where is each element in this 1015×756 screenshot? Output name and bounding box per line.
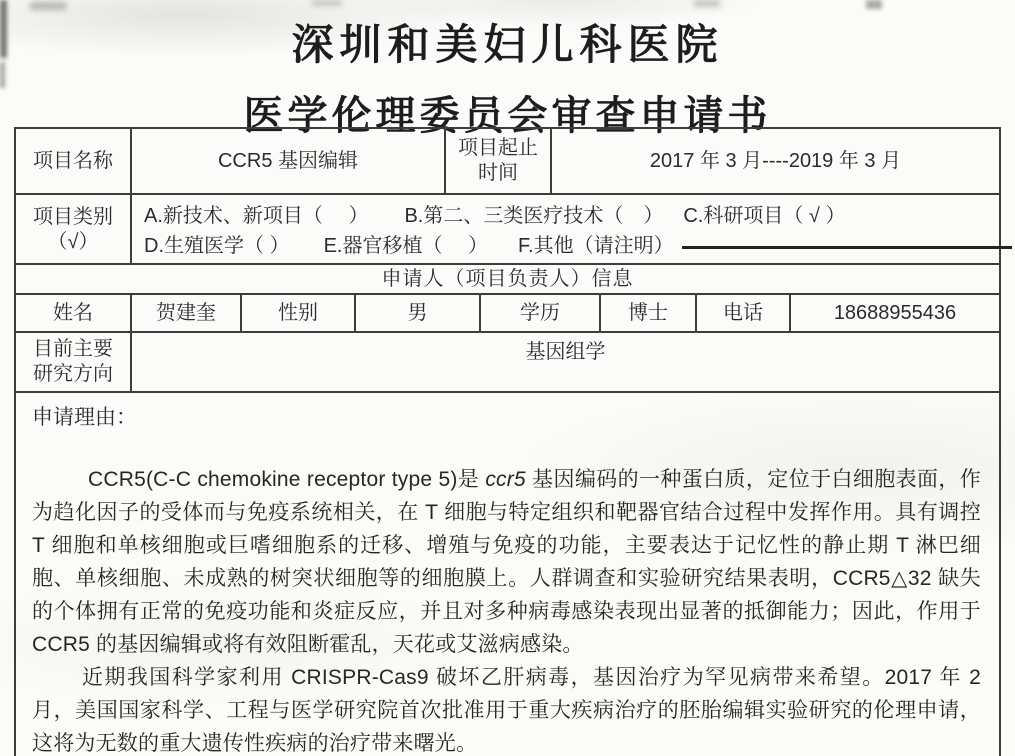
phone-value: 18688955436 [833, 301, 957, 324]
option-c-checked: C.科研项目（ √ ） [683, 205, 846, 227]
hospital-title: 深圳和美妇儿科医院 [291, 21, 724, 68]
degree-label: 学历 [481, 295, 601, 331]
document-header [0, 12, 1015, 141]
scan-artifact [866, 0, 882, 9]
applicant-section-title: 申请人（项目负责人）信息 [381, 268, 634, 290]
scan-artifact [694, 0, 720, 7]
option-d: D.生殖医学（ ） [144, 235, 290, 257]
research-direction-value: 基因组学 [525, 341, 606, 363]
scan-artifact [312, 0, 342, 6]
project-type-label-cell [16, 195, 132, 265]
option-e: E.器官移植（ ） [323, 235, 489, 257]
phone-label: 电话 [697, 295, 791, 331]
row-project-type [16, 195, 999, 265]
project-period-value: 2017 年 3 月----2019 年 3 月 [649, 149, 902, 172]
reason-p1-gene-name: ccr5 [485, 468, 526, 491]
row-project-name [16, 129, 999, 195]
project-type-options-line2 [144, 231, 1012, 261]
project-name-value: CCR5 基因编辑 [132, 129, 446, 193]
research-label-line2: 研究方向 [33, 363, 113, 385]
option-a: A.新技术、新项目（ ） [144, 205, 369, 227]
gender-label: 性别 [242, 295, 356, 331]
reason-p1-part1: CCR5(C-C chemokine receptor type 5)是 [88, 468, 486, 491]
option-f: F.其他（请注明） [518, 235, 674, 257]
project-type-options [132, 195, 1012, 265]
row-applicant-section-header [16, 265, 999, 295]
scan-artifact [30, 2, 66, 10]
option-b: B.第二、三类医疗技术（ ） [404, 205, 664, 227]
row-application-reason [16, 393, 999, 756]
research-direction-label [16, 333, 132, 391]
project-type-label: 项目类别 [33, 206, 113, 228]
reason-label: 申请理由： [32, 406, 137, 429]
reason-p1-part2: 基因编码的一种蛋白质，定位于白细胞表面，作为趋化因子的受体而与免疫系统相关，在 T 细胞与特定组织和靶器官结合过程中发挥作用。具有调控 T 细胞和单核细胞或巨嗜细胞系的迁移、增殖与免疫的功能，主要表达于记忆性的静止期 T 淋巴细胞、单核细胞、未成熟的树突状细胞等的细胞膜上。人群调查和实验研究结果表明，CCR5△32 缺失的个体拥有正常的免疫功能和炎症反应，并且对多种病毒感染表现出显著的抵御能力；因此，作用于 CCR5 的基因编辑或将有效阻断霍乱，天花或艾滋病感染。 [32, 468, 981, 656]
row-applicant-info [16, 295, 999, 333]
project-type-checkmark: （√） [47, 231, 99, 253]
option-f-blank-underline [682, 246, 1012, 249]
project-period-label-line2: 时间 [478, 162, 518, 184]
name-label: 姓名 [16, 295, 132, 331]
gender-value: 男 [356, 295, 481, 331]
name-value: 贺建奎 [132, 295, 242, 331]
reason-paragraph-2: 近期我国科学家利用 CRISPR-Cas9 破坏乙肝病毒，基因治疗为罕见病带来希望。2017 年 2 月，美国国家科学、工程与医学研究院首次批准用于重大疾病治疗的胚胎编辑实验研究的伦理申请，这将为无数的重大遗传性疾病的治疗带来曙光。 [32, 666, 981, 755]
reason-paragraph-1 [32, 463, 981, 661]
form-title: 医学伦理委员会审查申请书 [243, 94, 772, 138]
research-label-line1: 目前主要 [33, 338, 113, 360]
row-research-direction [16, 333, 999, 393]
reason-body [32, 463, 981, 756]
project-period-label-line1: 项目起止 [458, 137, 538, 159]
degree-value: 博士 [601, 295, 697, 331]
project-period-label [446, 129, 552, 193]
project-type-options-line1 [144, 201, 845, 231]
project-name-label: 项目名称 [16, 129, 132, 193]
application-form-table [14, 127, 1001, 756]
